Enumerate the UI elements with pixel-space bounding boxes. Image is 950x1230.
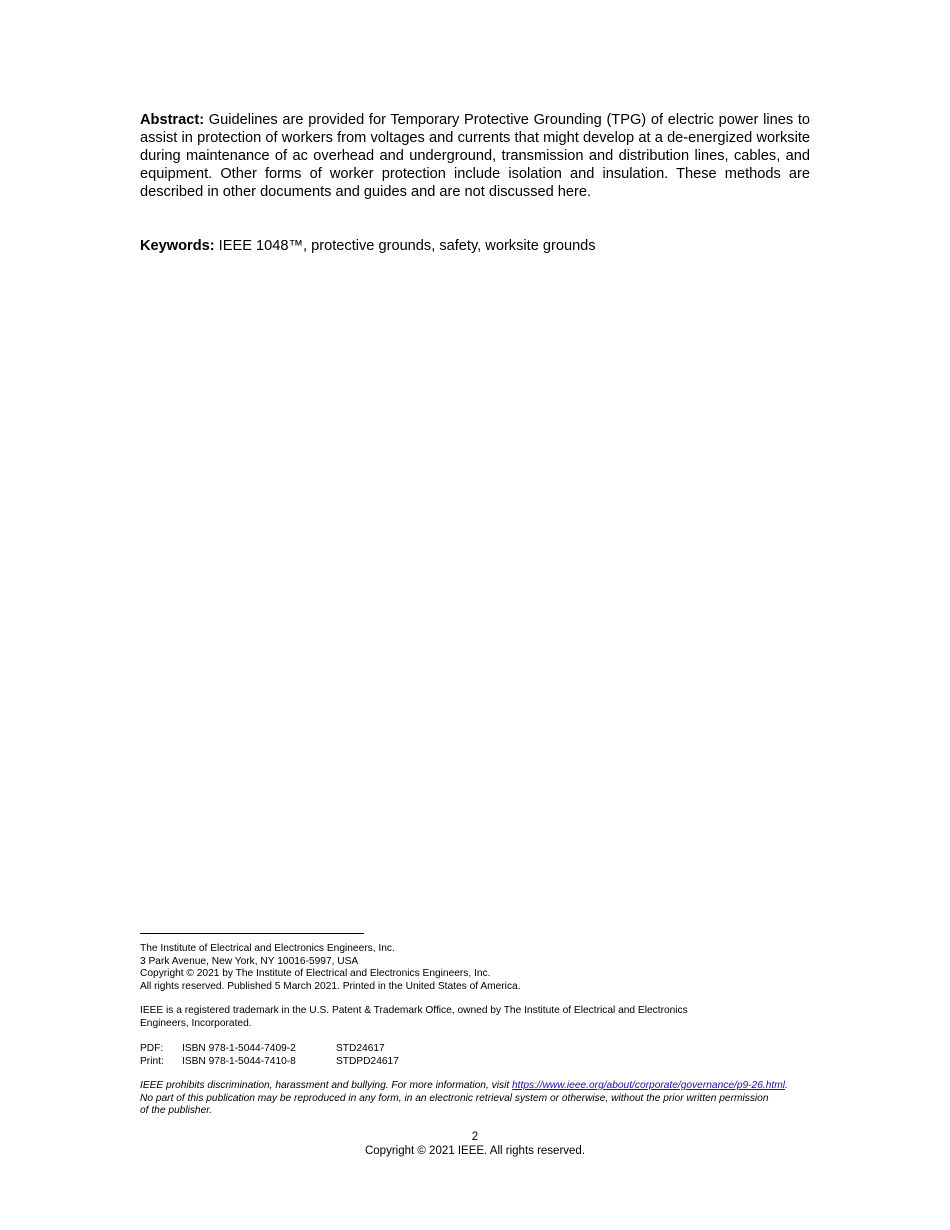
notice-line-2: No part of this publication may be reproduced in any form, in an electronic retrieval system or otherwise, without the prior written permission bbox=[140, 1092, 769, 1104]
keywords-label: Keywords: bbox=[140, 238, 215, 254]
publisher-name: The Institute of Electrical and Electronics Engineers, Inc. bbox=[140, 943, 395, 954]
trademark-line-2: Engineers, Incorporated. bbox=[140, 1017, 252, 1029]
keywords-text: IEEE 1048™, protective grounds, safety, worksite grounds bbox=[218, 238, 596, 254]
isbn-code: STD24617 bbox=[336, 1043, 385, 1054]
isbn-row-pdf bbox=[140, 1043, 812, 1056]
trademark-notice bbox=[140, 1005, 812, 1030]
publisher-copyright: Copyright © 2021 by The Institute of Electrical and Electronics Engineers, Inc. bbox=[140, 968, 491, 979]
isbn-format: PDF: bbox=[140, 1043, 164, 1054]
isbn-number: ISBN 978-1-5044-7410-8 bbox=[182, 1055, 296, 1067]
publisher-address: 3 Park Avenue, New York, NY 10016-5997, USA bbox=[140, 955, 359, 967]
notice-line-3: of the publisher. bbox=[140, 1105, 213, 1116]
publisher-rights: All rights reserved. Published 5 March 2021. Printed in the United States of America. bbox=[140, 980, 521, 992]
isbn-row-print bbox=[140, 1056, 812, 1069]
isbn-number: ISBN 978-1-5044-7409-2 bbox=[182, 1043, 296, 1054]
isbn-code: STDPD24617 bbox=[336, 1055, 399, 1067]
trademark-line-1: IEEE is a registered trademark in the U.S. Patent & Trademark Office, owned by The Institute of Electrical and Electronics bbox=[140, 1005, 688, 1016]
abstract-label: Abstract: bbox=[140, 112, 205, 128]
notice-line-1 bbox=[140, 1080, 812, 1093]
publication-notice bbox=[140, 1080, 812, 1118]
keywords-paragraph bbox=[140, 237, 810, 255]
notice-prefix: IEEE prohibits discrimination, harassment and bullying. For more information, visit bbox=[140, 1080, 512, 1091]
isbn-table bbox=[140, 1043, 812, 1068]
page-number: 2 bbox=[471, 1131, 479, 1143]
notice-suffix: . bbox=[784, 1080, 788, 1091]
page-footer-copyright: Copyright © 2021 IEEE. All rights reserved. bbox=[364, 1145, 586, 1157]
abstract-paragraph bbox=[140, 111, 810, 201]
governance-link[interactable]: https://www.ieee.org/about/corporate/governance/p9-26.html bbox=[512, 1080, 785, 1091]
footnote-divider bbox=[140, 933, 364, 934]
publisher-address-block bbox=[140, 943, 812, 993]
isbn-format: Print: bbox=[140, 1055, 164, 1067]
abstract-text: Guidelines are provided for Temporary Protective Grounding (TPG) of electric power lines to assist in protection of workers from voltages and currents that might develop at a de-energized worksite during maintenance of ac overhead and underground, transmission and distribution lines, cables, and equipment. Other forms of worker protection include isolation and insulation. These methods are described in other documents and guides and are not discussed here. bbox=[140, 112, 810, 200]
